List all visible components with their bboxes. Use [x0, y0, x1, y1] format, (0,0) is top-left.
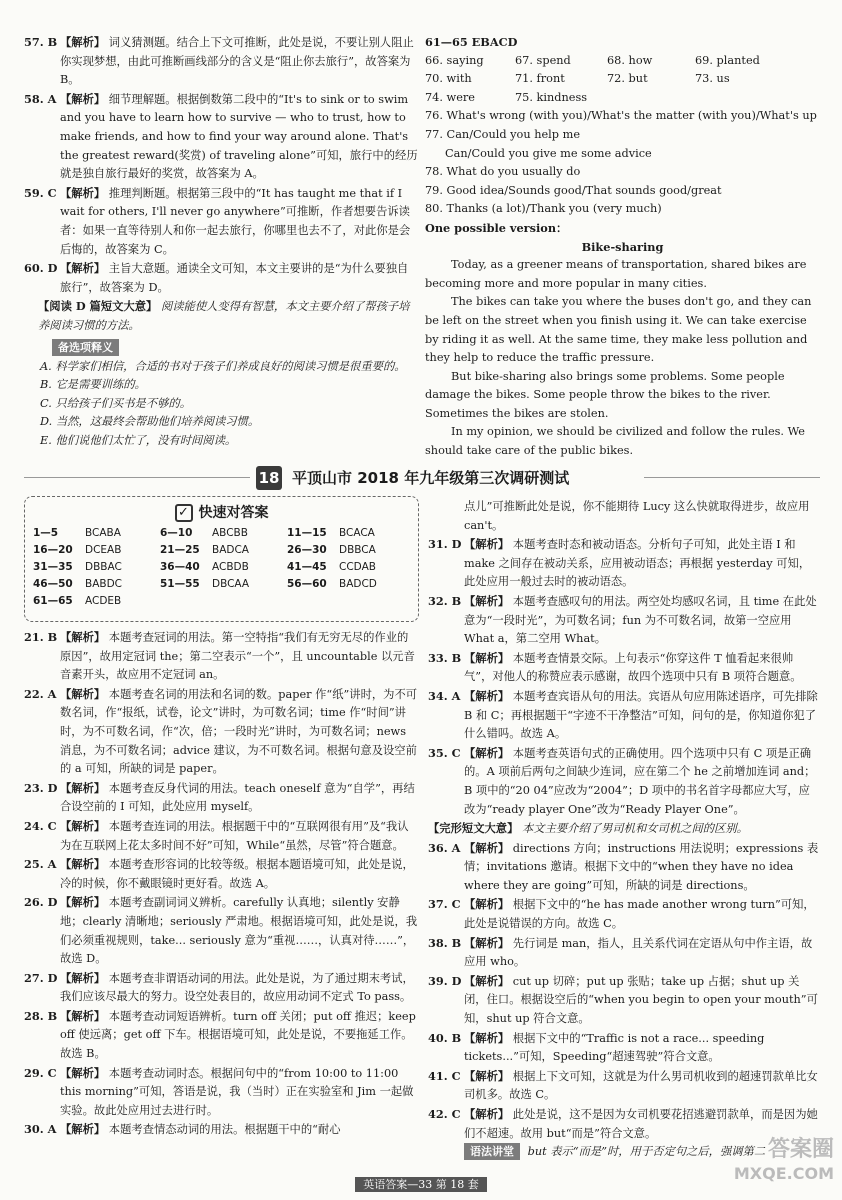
- analysis-tag: 【解析】: [60, 780, 106, 795]
- analysis-tag: 【解析】: [60, 35, 106, 49]
- analysis-tag: 【解析】: [464, 745, 510, 760]
- answer-item: [24, 817, 419, 855]
- option-item: C. 只给孩子们买书是不够的。: [40, 396, 191, 410]
- analysis-tag: 【解析】: [464, 935, 510, 950]
- answer-item: [428, 972, 820, 1029]
- item-text: 本题考查英语句式的正确使用。四个选项中只有 C 项是正确的。A 项前后两句之间缺少连词，应在第二个 he 之前增加连词 and；B 项中的“20 04”应改为“2004”；D 项中的书名首字母都应大写，应改为“ready player One”改为“Ready Player One”。: [464, 746, 816, 816]
- answer-range: 46—50: [33, 578, 73, 590]
- item-text: 本题考查形容词的比较等级。根据本题语境可知，此处是说，冷的时候，你不戴眼镜时更好看。故选 A。: [60, 858, 414, 890]
- analysis-tag: 【解析】: [464, 1107, 510, 1121]
- answer-range: 51—55: [160, 578, 200, 590]
- answer-cell: 71. front: [515, 72, 565, 86]
- analysis-tag: 【解析】: [60, 1122, 106, 1137]
- answer-item: [428, 839, 820, 896]
- answer-item: [24, 90, 419, 184]
- quick-answer-cell: [33, 559, 156, 576]
- item-number: 37. C: [428, 897, 461, 912]
- answer-item: [428, 934, 820, 972]
- item-number: 32. B: [428, 593, 462, 608]
- answer-cell: 72. but: [607, 72, 648, 86]
- answer-letters: BADCD: [339, 578, 377, 590]
- answer-letters: BCACA: [339, 527, 375, 539]
- essay-body: [425, 256, 820, 461]
- item-number: 23. D: [24, 780, 58, 795]
- item-text: 本题考查反身代词的用法。teach oneself 意为“自学”，再结合设空前的 I 可知，此处应用 myself。: [60, 781, 415, 814]
- item-text: 本题考查动词短语辨析。turn off 关闭；put off 推迟；keep off 使远离；get off 下车。根据语境可知，此处是说，不要拖延工作。故选 B。: [60, 1009, 416, 1061]
- answer-item: [428, 744, 820, 819]
- answer-item: [428, 895, 820, 933]
- analysis-tag: 【解析】: [60, 895, 106, 910]
- item-text: 主旨大意题。通读全文可知，本文主要讲的是“为什么要独自旅行”，故答案为 D。: [60, 262, 409, 294]
- answer-item: [428, 1067, 820, 1105]
- analysis-tag: 【解析】: [60, 970, 106, 985]
- answer-item: [24, 259, 419, 297]
- item-number: 35. C: [428, 745, 461, 760]
- cloze-summary: 【完形短文大意】 本文主要介绍了男司机和女司机之间的区别。: [428, 821, 748, 836]
- analysis-tag: 【解析】: [60, 91, 106, 106]
- item-number: 41. C: [428, 1068, 461, 1083]
- analysis-tag: 【解析】: [60, 630, 106, 644]
- answer-item: [24, 1064, 419, 1121]
- answer-item: [428, 687, 820, 744]
- answer-line: Can/Could you give me some advice: [445, 146, 652, 160]
- essay-paragraph: The bikes can take you where the buses don't go, and they can be left on the street when you finish using it. We can take exercise by riding it as well. At the same time, they make less pollution and they help to reduce the traffic pressure.: [425, 295, 812, 365]
- answer-letters: ABCBB: [212, 527, 248, 539]
- option-item: E. 他们说他们太忙了，没有时间阅读。: [40, 433, 237, 447]
- answer-letters: DBBCA: [339, 544, 376, 556]
- essay-paragraph: In my opinion, we should be civilized and follow the rules. We should take care of the public bikes.: [425, 425, 805, 458]
- answer-lines: [425, 107, 820, 219]
- item-text: 本题考查情态动词的用法。根据题干中的“耐心: [108, 1123, 341, 1137]
- option-item: D. 当然，这最终会帮助他们培养阅读习惯。: [40, 415, 260, 429]
- item-text: 此处是说，这不是因为女司机要花招逃避罚款单，而是因为她们不超速。故用 but“而是”符合文意。: [464, 1108, 818, 1140]
- answer-item: [428, 592, 820, 649]
- answer-item: [24, 685, 419, 779]
- left-top-column: [24, 33, 419, 450]
- section-banner: [24, 466, 820, 494]
- item-number: 40. B: [428, 1030, 462, 1045]
- item-text: 本题考查连词的用法。根据题干中的“互联网很有用”及“我认为在互联网上花太多时间不好”可知，While“虽然，尽管”符合题意。: [60, 819, 409, 852]
- answer-line: 78. What do you usually do: [425, 165, 581, 179]
- answer-grid: [425, 52, 820, 108]
- essay-paragraph: Today, as a greener means of transportation, shared bikes are becoming more and more popular in many cities.: [425, 258, 807, 290]
- options-box-title: 备选项释义: [52, 339, 119, 356]
- quick-answer-cell: [160, 559, 283, 576]
- options-list: [24, 358, 419, 451]
- item-text: 本题考查感叹句的用法。两空处均感叹名词，且 time 在此处意为“一段时光”，为可数名词；fun 为不可数名词，故第一空应用 What a，第二空用 What。: [464, 594, 817, 646]
- quick-answer-grid: [33, 525, 410, 610]
- analysis-tag: 【解析】: [60, 818, 106, 833]
- watermark-logo: 答案圈 MXQE.COM: [733, 1137, 834, 1183]
- answer-cell: 67. spend: [515, 53, 571, 67]
- item-number: 21. B: [24, 630, 58, 644]
- answer-item: [24, 33, 419, 90]
- analysis-tag: 【解析】: [464, 973, 510, 988]
- answer-range: 21—25: [160, 544, 200, 556]
- quick-answer-cell: [287, 525, 410, 542]
- analysis-tag: 【解析】: [464, 840, 510, 855]
- item-number: 60. D: [24, 261, 58, 276]
- answer-letters: DBCAA: [212, 578, 250, 590]
- answer-item: [24, 855, 419, 893]
- answer-item: [24, 184, 419, 259]
- answer-cell: 68. how: [607, 53, 653, 67]
- exam-title: 平顶山市 2018 年九年级第三次调研测试: [292, 469, 570, 487]
- answer-61-65: 61—65 EBACD: [425, 35, 518, 49]
- answer-cell: [607, 89, 695, 108]
- analysis-tag: 【解析】: [60, 1008, 106, 1023]
- item-text: 本题考查宾语从句的用法。宾语从句应用陈述语序，可先排除 B 和 C；再根据题干“字迹不干净整洁”可知，问句的是，你知道你犯了什么错吗。故选 A。: [464, 689, 818, 741]
- set-number: 18: [256, 466, 282, 490]
- item-number: 24. C: [24, 818, 57, 833]
- answer-cell: [695, 89, 805, 108]
- item-text: 根据下文中的“he has made another wrong turn”可知，此处是说错误的方向。故选 C。: [464, 898, 815, 931]
- analysis-tag: 【解析】: [464, 1030, 510, 1045]
- item-number: 57. B: [24, 35, 58, 49]
- item-number: 39. D: [428, 973, 462, 988]
- answer-item: [24, 779, 419, 817]
- answer-range: 26—30: [287, 544, 327, 556]
- answer-range: 41—45: [287, 561, 327, 573]
- item-number: 26. D: [24, 895, 58, 910]
- item-number: 58. A: [24, 91, 57, 106]
- quick-answer-cell: [287, 542, 410, 559]
- answer-item: [24, 628, 419, 685]
- item-text: 本题考查动词时态。根据问句中的“from 10:00 to 11:00 this morning”可知，答语是说，我（当时）正在实验室和 Jim 一起做实验。故此处应用过去进行时。: [60, 1066, 414, 1117]
- item-text: 细节理解题。根据倒数第二段中的“It's to sink or to swim and you have to learn how to survive — who to trust, how to make friends, and how to find your way around alone. That's the greatest reward(奖赏) of traveling alone”可知，旅行中的经历就是独自旅行最好的奖赏，故答案为 A。: [60, 92, 418, 181]
- continued-text: 点儿”可推断此处是说，你不能期待 Lucy 这么快就取得进步，故应用 can't。: [464, 500, 810, 532]
- item-number: 34. A: [428, 688, 461, 703]
- item-number: 31. D: [428, 537, 462, 552]
- answer-row: [425, 89, 820, 108]
- quick-answer-cell: [160, 576, 283, 593]
- banner-rule-left: [24, 477, 250, 478]
- item-text: 本题考查冠词的用法。第一空特指“我们有无穷无尽的作业的原因”，故用定冠词 the；第二空表示“一个”，且 uncountable 以元音音素开头，故应用不定冠词 an。: [60, 631, 415, 682]
- answer-line: 80. Thanks (a lot)/Thank you (very much): [425, 202, 662, 216]
- answer-range: 36—40: [160, 561, 200, 573]
- grammar-note: 语法讲堂 but 表示“而是”时，用于否定句之后，强调第二: [428, 1143, 820, 1162]
- answer-line: 77. Can/Could you help me: [425, 127, 581, 141]
- item-text: 本题考查情景交际。上句表示“你穿这件 T 恤看起来很帅气”，对他人的称赞应表示感谢，故四个选项中只有 B 项符合题意。: [464, 651, 802, 684]
- answer-letters: DCEAB: [85, 544, 122, 556]
- answer-line: 76. What's wrong (with you)/What's the matter (with you)/What's up: [425, 109, 817, 123]
- version-label: One possible version：: [425, 220, 568, 235]
- answer-cell: 74. were: [425, 90, 475, 104]
- answer-row: [425, 70, 820, 89]
- answer-cell: 69. planted: [695, 53, 760, 67]
- answer-item: [428, 535, 820, 592]
- analysis-tag: 【解析】: [60, 261, 106, 276]
- item-number: 25. A: [24, 857, 57, 872]
- answer-cell: 70. with: [425, 72, 472, 86]
- quick-answer-cell: [33, 593, 156, 610]
- answer-range: 1—5: [33, 527, 59, 539]
- reading-d-summary: 【阅读 D 篇短文大意】 阅读能使人变得有智慧，本文主要介绍了帮孩子培养阅读习惯的方法。: [38, 299, 410, 332]
- answer-item: [428, 649, 820, 687]
- item-number: 27. D: [24, 970, 58, 985]
- answer-range: 6—10: [160, 527, 193, 539]
- answer-range: 61—65: [33, 595, 73, 607]
- answer-row: [425, 52, 820, 71]
- item-number: 36. A: [428, 840, 461, 855]
- right-bottom-column: [428, 498, 820, 1162]
- quick-answer-cell: [33, 525, 156, 542]
- option-item: A. 科学家们相信，合适的书对于孩子们养成良好的阅读习惯是很重要的。: [40, 359, 406, 373]
- quick-answer-title: ✓ 快速对答案: [33, 501, 410, 525]
- quick-answer-cell: [33, 542, 156, 559]
- quick-answer-cell: [287, 576, 410, 593]
- answer-letters: ACDEB: [85, 595, 122, 607]
- item-number: 30. A: [24, 1122, 57, 1137]
- quick-answer-cell: [287, 559, 410, 576]
- analysis-tag: 【解析】: [60, 185, 106, 200]
- analysis-tag: 【解析】: [464, 593, 510, 608]
- analysis-tag: 【解析】: [60, 686, 106, 701]
- item-number: 22. A: [24, 686, 57, 701]
- item-text: 本题考查非谓语动词的用法。此处是说，为了通过期末考试，我们应该尽最大的努力。设空处表目的，故应用动词不定式 To pass。: [60, 971, 414, 1004]
- quick-answer-cell: [33, 576, 156, 593]
- page-footer: 英语答案—33 第 18 套: [0, 1176, 842, 1195]
- item-number: 28. B: [24, 1008, 58, 1023]
- item-text: 本题考查名词的用法和名词的数。paper 作“纸”讲时，为不可数名词，作“报纸，试卷，论文”讲时，为可数名词；time 作“时间”讲时，为不可数名词，作“次，倍；一段时光”讲时，为可数名词；news 消息，为不可数名词；advice 建议，为不可数名词。根据句意及设空前的 a 可知，所缺的词是 paper。: [60, 687, 418, 776]
- answer-item: [24, 1007, 419, 1064]
- item-number: 59. C: [24, 185, 57, 200]
- item-text: 本题考查副词词义辨析。carefully 认真地；silently 安静地；clearly 清晰地；seriously 严肃地。根据语境可知，此处是说，我们必须重视规则，take... seriously 意为“重视……，认真对待……”，故选 D。: [60, 896, 418, 966]
- quick-answer-cell: [160, 525, 283, 542]
- banner-rule-right: [644, 477, 820, 478]
- analysis-tag: 【解析】: [60, 857, 106, 872]
- item-text: cut up 切碎；put up 张贴；take up 占据；shut up 关闭，住口。根据设空后的“when you begin to open your mouth”可知，shut up 符合文意。: [464, 974, 818, 1026]
- quick-answer-box: [24, 496, 419, 622]
- answer-range: 56—60: [287, 578, 327, 590]
- option-item: B. 它是需要训练的。: [40, 378, 146, 392]
- answer-cell: 66. saying: [425, 53, 484, 67]
- analysis-tag: 【解析】: [60, 1065, 106, 1080]
- item-text: 词义猜测题。结合上下文可推断，此处是说，不要让别人阻止你实现梦想，由此可推断画线部分的含义是“阻止你去旅行”，故答案为 B。: [60, 36, 414, 87]
- answer-letters: BADCA: [212, 544, 249, 556]
- analysis-tag: 【解析】: [464, 1068, 510, 1083]
- answer-item: [428, 1029, 820, 1067]
- answer-item: [24, 893, 419, 968]
- item-text: 推理判断题。根据第三段中的“It has taught me that if I wait for others, I'll never go anywhere”可推断，作者想要告诉读者：如果一直等待别人和你一起去旅行，你哪里也去不了，对此你是会后悔的，故答案为 C。: [60, 186, 411, 256]
- item-text: 先行词是 man，指人，且关系代词在定语从句中作主语，故应用 who。: [464, 936, 813, 969]
- analysis-tag: 【解析】: [464, 688, 510, 703]
- answer-letters: CCDAB: [339, 561, 376, 573]
- answer-line: 79. Good idea/Sounds good/That sounds good/great: [425, 183, 722, 197]
- essay-title: Bike-sharing: [581, 239, 664, 254]
- item-text: 本题考查时态和被动语态。分析句子可知，此处主语 I 和 make 之间存在被动关系，应用被动语态；再根据 yesterday 可知，此处应用一般过去时的被动语态。: [464, 538, 811, 589]
- answer-letters: BABDC: [85, 578, 123, 590]
- item-text: directions 方向；instructions 用法说明；expressions 表情；invitations 邀请。根据下文中的“when they have no idea where they are going”可知，所缺的词是 directions。: [464, 841, 819, 892]
- answer-range: 16—20: [33, 544, 73, 556]
- item-text: 根据上下文可知，这就是为什么男司机收到的超速罚款单比女司机多。故选 C。: [464, 1069, 818, 1102]
- check-icon: ✓: [175, 504, 193, 522]
- answer-cell: 75. kindness: [515, 90, 588, 104]
- item-number: 38. B: [428, 935, 462, 950]
- answer-letters: ACBDB: [212, 561, 249, 573]
- item-number: 29. C: [24, 1065, 57, 1080]
- answer-letters: DBBAC: [85, 561, 122, 573]
- analysis-tag: 【解析】: [464, 537, 510, 552]
- item-text: 根据下文中的“Traffic is not a race... speeding tickets...”可知，Speeding“超速驾驶”符合文意。: [464, 1031, 765, 1064]
- right-top-column: [425, 33, 820, 461]
- quick-answer-cell: [160, 542, 283, 559]
- analysis-tag: 【解析】: [464, 897, 510, 912]
- item-number: 42. C: [428, 1107, 461, 1121]
- item-number: 33. B: [428, 650, 462, 665]
- left-bottom-column: [24, 496, 419, 1140]
- answer-range: 11—15: [287, 527, 327, 539]
- answer-cell: 73. us: [695, 72, 730, 86]
- analysis-tag: 【解析】: [464, 650, 510, 665]
- answer-item: [24, 1120, 419, 1140]
- answer-range: 31—35: [33, 561, 73, 573]
- essay-paragraph: But bike-sharing also brings some problems. Some people damage the bikes. Some people throw the bikes to the river. Sometimes the bikes are stolen.: [425, 369, 785, 420]
- answer-item: [24, 969, 419, 1007]
- answer-letters: BCABA: [85, 527, 121, 539]
